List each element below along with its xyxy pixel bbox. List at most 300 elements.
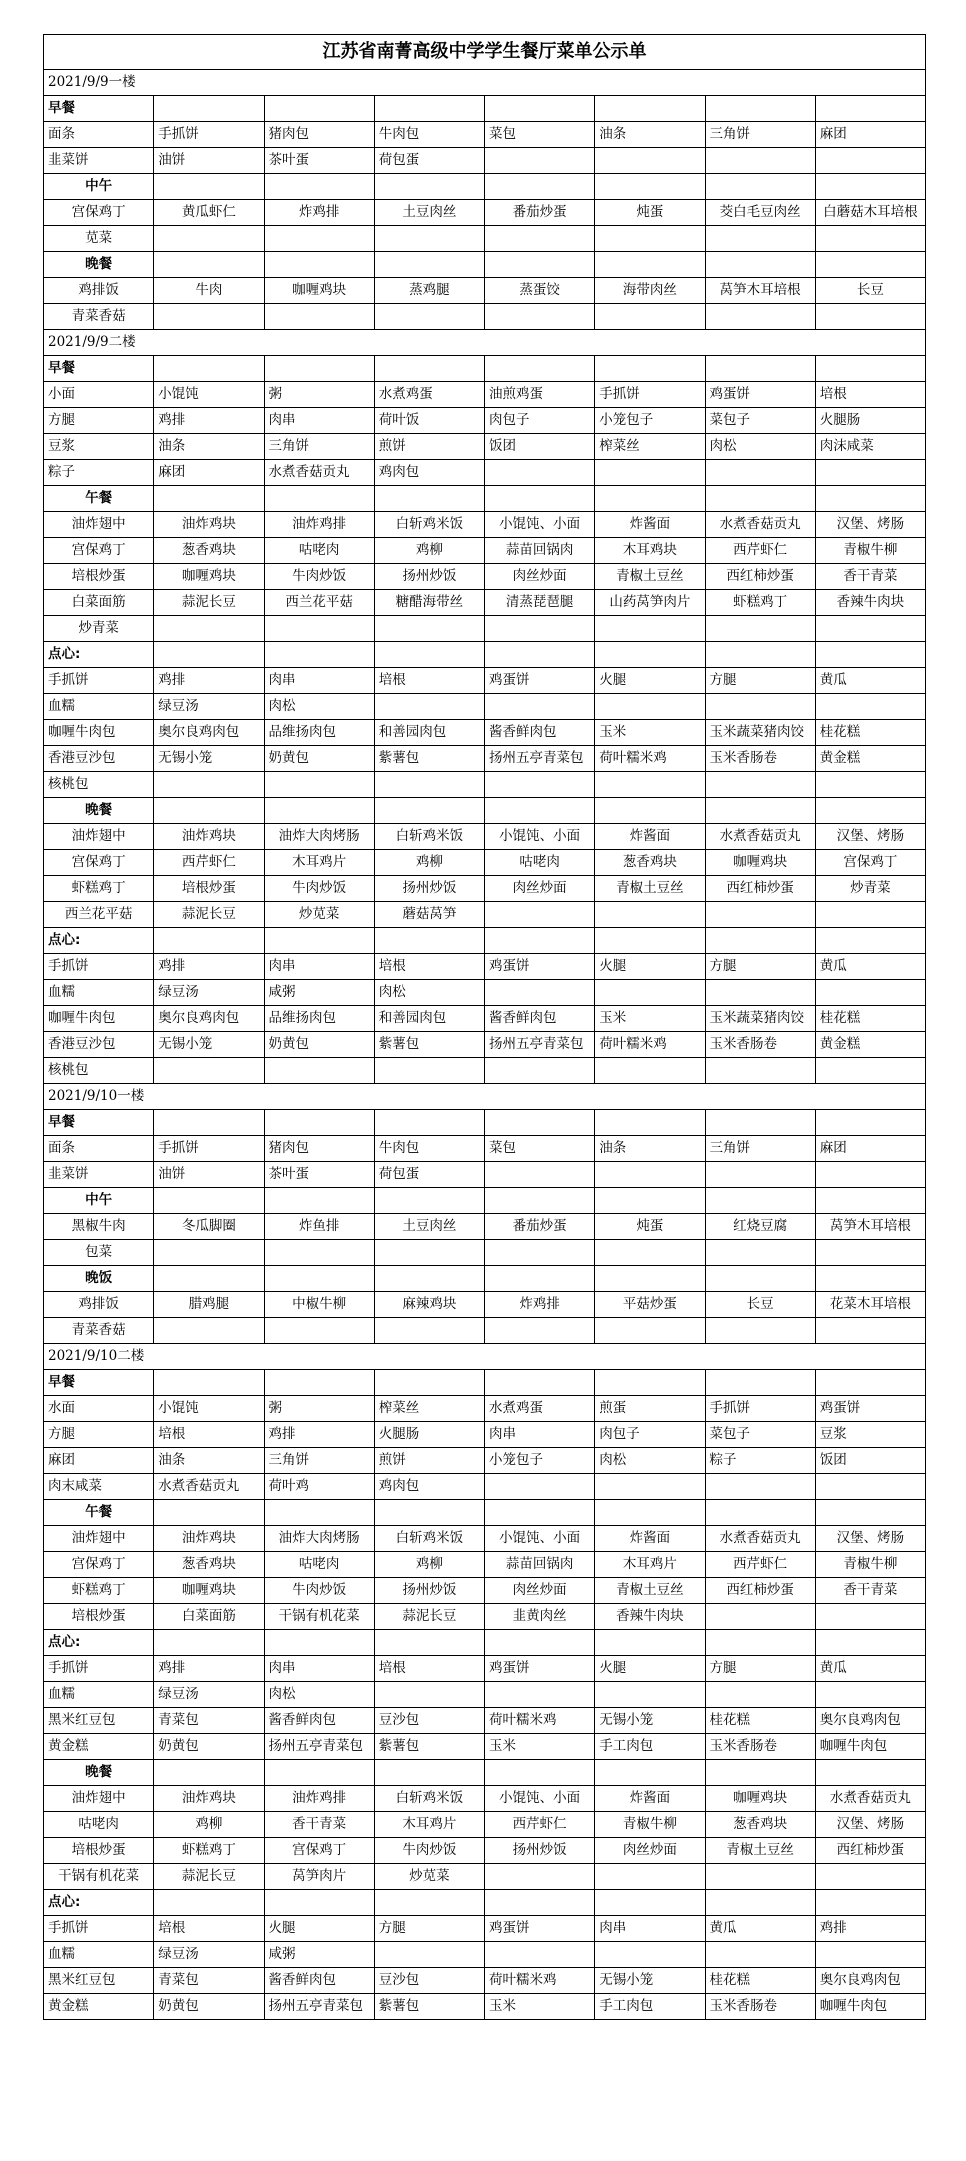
empty-cell	[705, 1942, 815, 1968]
menu-item: 炒苋菜	[264, 902, 374, 928]
empty-cell	[595, 252, 705, 278]
empty-cell	[154, 1318, 264, 1344]
menu-item: 绿豆汤	[154, 694, 264, 720]
menu-item: 麻团	[815, 122, 925, 148]
menu-item: 木耳鸡片	[264, 850, 374, 876]
menu-item: 鸡柳	[374, 850, 484, 876]
empty-cell	[154, 616, 264, 642]
menu-row	[44, 1396, 926, 1422]
empty-cell	[374, 96, 484, 122]
empty-cell	[374, 1760, 484, 1786]
menu-item: 饭团	[815, 1448, 925, 1474]
menu-item: 麻辣鸡块	[374, 1292, 484, 1318]
menu-row	[44, 1318, 926, 1344]
menu-item: 无锡小笼	[595, 1708, 705, 1734]
empty-cell	[374, 1890, 484, 1916]
empty-cell	[705, 642, 815, 668]
menu-item: 菜包	[485, 1136, 595, 1162]
menu-item: 油炸鸡排	[264, 512, 374, 538]
menu-row	[44, 564, 926, 590]
menu-row	[44, 616, 926, 642]
menu-item: 蒜泥长豆	[374, 1604, 484, 1630]
meal-label: 点心:	[44, 1630, 154, 1656]
empty-cell	[485, 1864, 595, 1890]
menu-item: 肉串	[595, 1916, 705, 1942]
menu-row	[44, 1526, 926, 1552]
menu-item: 麻团	[154, 460, 264, 486]
meal-label-row	[44, 1110, 926, 1136]
menu-item: 青椒土豆丝	[595, 1578, 705, 1604]
empty-cell	[485, 174, 595, 200]
empty-cell	[705, 1058, 815, 1084]
empty-cell	[595, 1760, 705, 1786]
menu-item: 油炸翅中	[44, 824, 154, 850]
menu-item: 黑椒牛肉	[44, 1214, 154, 1240]
meal-label: 晚餐	[44, 798, 154, 824]
meal-label: 中午	[44, 1188, 154, 1214]
meal-label: 中午	[44, 174, 154, 200]
menu-item: 黄瓜虾仁	[154, 200, 264, 226]
empty-cell	[264, 174, 374, 200]
empty-cell	[705, 928, 815, 954]
empty-cell	[264, 226, 374, 252]
meal-label-row	[44, 1630, 926, 1656]
menu-row	[44, 304, 926, 330]
empty-cell	[705, 616, 815, 642]
menu-item: 菜包子	[705, 1422, 815, 1448]
menu-item: 三角饼	[264, 1448, 374, 1474]
empty-cell	[815, 1188, 925, 1214]
empty-cell	[374, 616, 484, 642]
menu-item: 青椒牛柳	[595, 1812, 705, 1838]
menu-item: 汉堡、烤肠	[815, 1526, 925, 1552]
empty-cell	[374, 1500, 484, 1526]
empty-cell	[595, 1266, 705, 1292]
empty-cell	[154, 1370, 264, 1396]
menu-item: 西芹虾仁	[705, 538, 815, 564]
empty-cell	[815, 798, 925, 824]
menu-item: 紫薯包	[374, 1994, 484, 2020]
menu-item: 青椒土豆丝	[595, 564, 705, 590]
menu-item: 黄瓜	[705, 1916, 815, 1942]
menu-item: 肉松	[705, 434, 815, 460]
menu-item: 肉松	[595, 1448, 705, 1474]
menu-item: 青菜香菇	[44, 1318, 154, 1344]
empty-cell	[705, 1240, 815, 1266]
menu-item: 炸酱面	[595, 1526, 705, 1552]
empty-cell	[264, 616, 374, 642]
menu-item: 牛肉炒饭	[374, 1838, 484, 1864]
menu-item: 麻团	[815, 1136, 925, 1162]
menu-item: 火腿肠	[374, 1422, 484, 1448]
empty-cell	[595, 980, 705, 1006]
empty-cell	[485, 772, 595, 798]
menu-item: 西芹虾仁	[705, 1552, 815, 1578]
menu-item: 黑米红豆包	[44, 1968, 154, 1994]
menu-item: 汉堡、烤肠	[815, 824, 925, 850]
empty-cell	[815, 304, 925, 330]
menu-item: 油条	[595, 1136, 705, 1162]
menu-item: 清蒸琵琶腿	[485, 590, 595, 616]
menu-item: 核桃包	[44, 1058, 154, 1084]
menu-item: 水煮鸡蛋	[485, 1396, 595, 1422]
menu-item: 和善园肉包	[374, 1006, 484, 1032]
menu-item: 炒青菜	[815, 876, 925, 902]
empty-cell	[815, 1682, 925, 1708]
meal-label-row	[44, 96, 926, 122]
menu-item: 肉松	[264, 694, 374, 720]
empty-cell	[374, 694, 484, 720]
menu-item: 鸡排	[154, 408, 264, 434]
menu-item: 奶黄包	[154, 1994, 264, 2020]
menu-item: 白菜面筋	[154, 1604, 264, 1630]
empty-cell	[154, 798, 264, 824]
empty-cell	[374, 252, 484, 278]
menu-item: 咸粥	[264, 1942, 374, 1968]
menu-item: 三角饼	[264, 434, 374, 460]
menu-item: 肉丝炒面	[485, 564, 595, 590]
empty-cell	[264, 1760, 374, 1786]
empty-cell	[374, 486, 484, 512]
empty-cell	[595, 642, 705, 668]
menu-row	[44, 278, 926, 304]
menu-item: 荷叶糯米鸡	[485, 1708, 595, 1734]
menu-item: 牛肉包	[374, 122, 484, 148]
menu-item: 香港豆沙包	[44, 746, 154, 772]
menu-item: 粽子	[44, 460, 154, 486]
menu-row	[44, 226, 926, 252]
menu-item: 小面	[44, 382, 154, 408]
meal-label-row	[44, 252, 926, 278]
menu-row	[44, 1058, 926, 1084]
menu-item: 葱香鸡块	[705, 1812, 815, 1838]
menu-item: 煎饼	[374, 1448, 484, 1474]
menu-item: 扬州炒饭	[374, 876, 484, 902]
menu-item: 培根炒蛋	[154, 876, 264, 902]
menu-item: 鸡蛋饼	[485, 668, 595, 694]
menu-item: 奶黄包	[154, 1734, 264, 1760]
empty-cell	[374, 174, 484, 200]
menu-item: 韭黄肉丝	[485, 1604, 595, 1630]
menu-item: 咖喱鸡块	[154, 1578, 264, 1604]
menu-item: 方腿	[44, 408, 154, 434]
empty-cell	[485, 1630, 595, 1656]
empty-cell	[705, 356, 815, 382]
menu-item: 猪肉包	[264, 1136, 374, 1162]
menu-item: 黄金糕	[815, 1032, 925, 1058]
section-date: 2021/9/10二楼	[44, 1344, 926, 1370]
menu-item: 火腿	[595, 668, 705, 694]
menu-item: 小笼包子	[485, 1448, 595, 1474]
menu-item: 火腿肠	[815, 408, 925, 434]
menu-row	[44, 668, 926, 694]
empty-cell	[374, 1682, 484, 1708]
menu-item: 手抓饼	[705, 1396, 815, 1422]
empty-cell	[595, 1188, 705, 1214]
menu-item: 绿豆汤	[154, 1942, 264, 1968]
menu-item: 培根	[374, 668, 484, 694]
menu-item: 手工肉包	[595, 1734, 705, 1760]
empty-cell	[485, 1890, 595, 1916]
empty-cell	[595, 928, 705, 954]
empty-cell	[705, 1474, 815, 1500]
section-date-row	[44, 70, 926, 96]
menu-item: 青菜香菇	[44, 304, 154, 330]
menu-item: 咖喱牛肉包	[815, 1734, 925, 1760]
menu-item: 肉松	[264, 1682, 374, 1708]
menu-item: 白蘑菇木耳培根	[815, 200, 925, 226]
menu-item: 麻团	[44, 1448, 154, 1474]
menu-item: 牛肉炒饭	[264, 1578, 374, 1604]
empty-cell	[815, 772, 925, 798]
menu-item: 咖喱鸡块	[264, 278, 374, 304]
menu-item: 无锡小笼	[595, 1968, 705, 1994]
menu-item: 奶黄包	[264, 746, 374, 772]
meal-label: 早餐	[44, 356, 154, 382]
empty-cell	[485, 1370, 595, 1396]
empty-cell	[154, 1500, 264, 1526]
empty-cell	[595, 174, 705, 200]
menu-item: 茶叶蛋	[264, 148, 374, 174]
meal-label-row	[44, 798, 926, 824]
menu-item: 方腿	[705, 1656, 815, 1682]
menu-item: 榨菜丝	[595, 434, 705, 460]
menu-item: 油炸鸡块	[154, 1526, 264, 1552]
menu-item: 无锡小笼	[154, 746, 264, 772]
empty-cell	[485, 226, 595, 252]
empty-cell	[705, 174, 815, 200]
menu-item: 油炸鸡块	[154, 824, 264, 850]
section-date-row	[44, 1344, 926, 1370]
menu-item: 玉米	[595, 720, 705, 746]
title-row	[44, 35, 926, 70]
meal-label-row	[44, 1500, 926, 1526]
menu-item: 和善园肉包	[374, 720, 484, 746]
meal-label: 午餐	[44, 1500, 154, 1526]
empty-cell	[815, 1110, 925, 1136]
empty-cell	[815, 486, 925, 512]
menu-item: 面条	[44, 122, 154, 148]
menu-item: 牛肉炒饭	[264, 564, 374, 590]
menu-row	[44, 772, 926, 798]
menu-item: 长豆	[815, 278, 925, 304]
menu-row	[44, 1214, 926, 1240]
menu-item: 水煮香菇贡丸	[154, 1474, 264, 1500]
menu-item: 木耳鸡片	[595, 1552, 705, 1578]
menu-item: 肉包子	[595, 1422, 705, 1448]
menu-item: 方腿	[44, 1422, 154, 1448]
empty-cell	[374, 1630, 484, 1656]
empty-cell	[154, 226, 264, 252]
menu-row	[44, 1734, 926, 1760]
menu-item: 手工肉包	[595, 1994, 705, 2020]
menu-item: 黄金糕	[815, 746, 925, 772]
menu-item: 黑米红豆包	[44, 1708, 154, 1734]
menu-item: 鸡排饭	[44, 278, 154, 304]
menu-row	[44, 200, 926, 226]
meal-label-row	[44, 928, 926, 954]
menu-item: 火腿	[264, 1916, 374, 1942]
empty-cell	[374, 226, 484, 252]
empty-cell	[705, 1370, 815, 1396]
menu-item: 山药莴笋肉片	[595, 590, 705, 616]
empty-cell	[705, 902, 815, 928]
menu-row	[44, 1786, 926, 1812]
menu-item: 鸡排	[154, 668, 264, 694]
empty-cell	[595, 96, 705, 122]
menu-item: 葱香鸡块	[154, 1552, 264, 1578]
empty-cell	[815, 1890, 925, 1916]
empty-cell	[705, 1318, 815, 1344]
menu-item: 汉堡、烤肠	[815, 1812, 925, 1838]
menu-item: 荷叶鸡	[264, 1474, 374, 1500]
menu-item: 饭团	[485, 434, 595, 460]
empty-cell	[815, 1240, 925, 1266]
empty-cell	[815, 642, 925, 668]
menu-item: 培根	[374, 1656, 484, 1682]
empty-cell	[705, 1266, 815, 1292]
menu-item: 糖醋海带丝	[374, 590, 484, 616]
menu-item: 油炸翅中	[44, 1526, 154, 1552]
menu-item: 榨菜丝	[374, 1396, 484, 1422]
empty-cell	[815, 902, 925, 928]
menu-item: 酱香鲜肉包	[264, 1968, 374, 1994]
empty-cell	[154, 1058, 264, 1084]
section-date: 2021/9/10一楼	[44, 1084, 926, 1110]
empty-cell	[154, 96, 264, 122]
empty-cell	[705, 1604, 815, 1630]
menu-item: 扬州炒饭	[485, 1838, 595, 1864]
empty-cell	[485, 96, 595, 122]
meal-label: 点心:	[44, 928, 154, 954]
meal-label-row	[44, 356, 926, 382]
menu-row	[44, 434, 926, 460]
empty-cell	[595, 1500, 705, 1526]
menu-item: 玉米香肠卷	[705, 1994, 815, 2020]
menu-item: 绿豆汤	[154, 980, 264, 1006]
menu-item: 葱香鸡块	[154, 538, 264, 564]
menu-row	[44, 824, 926, 850]
menu-item: 腊鸡腿	[154, 1292, 264, 1318]
empty-cell	[154, 1760, 264, 1786]
menu-item: 手抓饼	[154, 122, 264, 148]
menu-item: 青菜包	[154, 1708, 264, 1734]
empty-cell	[705, 1864, 815, 1890]
empty-cell	[595, 1890, 705, 1916]
empty-cell	[595, 1630, 705, 1656]
menu-item: 紫薯包	[374, 746, 484, 772]
empty-cell	[374, 798, 484, 824]
menu-sheet	[43, 34, 925, 2020]
empty-cell	[485, 1162, 595, 1188]
menu-item: 西芹虾仁	[485, 1812, 595, 1838]
menu-row	[44, 1968, 926, 1994]
empty-cell	[815, 226, 925, 252]
menu-item: 粽子	[705, 1448, 815, 1474]
menu-item: 炖蛋	[595, 1214, 705, 1240]
empty-cell	[815, 252, 925, 278]
empty-cell	[705, 460, 815, 486]
empty-cell	[374, 1058, 484, 1084]
menu-item: 无锡小笼	[154, 1032, 264, 1058]
menu-item: 肉串	[264, 408, 374, 434]
menu-row	[44, 1916, 926, 1942]
menu-item: 白斩鸡米饭	[374, 1786, 484, 1812]
empty-cell	[485, 798, 595, 824]
empty-cell	[264, 928, 374, 954]
empty-cell	[264, 642, 374, 668]
menu-item: 奥尔良鸡肉包	[154, 1006, 264, 1032]
menu-item: 牛肉包	[374, 1136, 484, 1162]
menu-item: 黄瓜	[815, 954, 925, 980]
empty-cell	[705, 980, 815, 1006]
empty-cell	[154, 1630, 264, 1656]
menu-item: 扬州炒饭	[374, 564, 484, 590]
menu-row	[44, 512, 926, 538]
meal-label-row	[44, 486, 926, 512]
menu-row	[44, 1656, 926, 1682]
empty-cell	[485, 1760, 595, 1786]
menu-item: 面条	[44, 1136, 154, 1162]
menu-item: 咖喱鸡块	[705, 1786, 815, 1812]
menu-item: 肉包子	[485, 408, 595, 434]
menu-item: 水面	[44, 1396, 154, 1422]
empty-cell	[264, 1240, 374, 1266]
menu-item: 玉米香肠卷	[705, 1734, 815, 1760]
menu-item: 鸡蛋饼	[485, 1656, 595, 1682]
menu-item: 咸粥	[264, 980, 374, 1006]
empty-cell	[705, 226, 815, 252]
menu-item: 宫保鸡丁	[44, 538, 154, 564]
empty-cell	[595, 1682, 705, 1708]
empty-cell	[374, 304, 484, 330]
menu-row	[44, 1578, 926, 1604]
menu-row	[44, 1812, 926, 1838]
menu-item: 宫保鸡丁	[44, 1552, 154, 1578]
empty-cell	[595, 694, 705, 720]
empty-cell	[595, 1942, 705, 1968]
empty-cell	[485, 616, 595, 642]
empty-cell	[154, 1188, 264, 1214]
menu-item: 油煎鸡蛋	[485, 382, 595, 408]
menu-item: 咕咾肉	[264, 538, 374, 564]
menu-item: 紫薯包	[374, 1032, 484, 1058]
empty-cell	[595, 1318, 705, 1344]
menu-table	[43, 34, 926, 2020]
menu-item: 西兰花平菇	[264, 590, 374, 616]
menu-item: 鸡肉包	[374, 1474, 484, 1500]
menu-item: 油条	[154, 434, 264, 460]
empty-cell	[374, 772, 484, 798]
menu-item: 茶叶蛋	[264, 1162, 374, 1188]
page-title: 江苏省南菁高级中学学生餐厅菜单公示单	[44, 35, 926, 70]
empty-cell	[705, 96, 815, 122]
menu-item: 咖喱鸡块	[705, 850, 815, 876]
menu-item: 蒜苗回锅肉	[485, 1552, 595, 1578]
empty-cell	[264, 304, 374, 330]
menu-item: 鸡肉包	[374, 460, 484, 486]
menu-item: 干锅有机花菜	[44, 1864, 154, 1890]
meal-label: 晚餐	[44, 252, 154, 278]
menu-item: 豆沙包	[374, 1968, 484, 1994]
menu-item: 炸酱面	[595, 512, 705, 538]
empty-cell	[264, 252, 374, 278]
menu-item: 白斩鸡米饭	[374, 512, 484, 538]
menu-row	[44, 850, 926, 876]
menu-item: 莴笋木耳培根	[815, 1214, 925, 1240]
menu-item: 牛肉	[154, 278, 264, 304]
menu-item: 手抓饼	[44, 668, 154, 694]
